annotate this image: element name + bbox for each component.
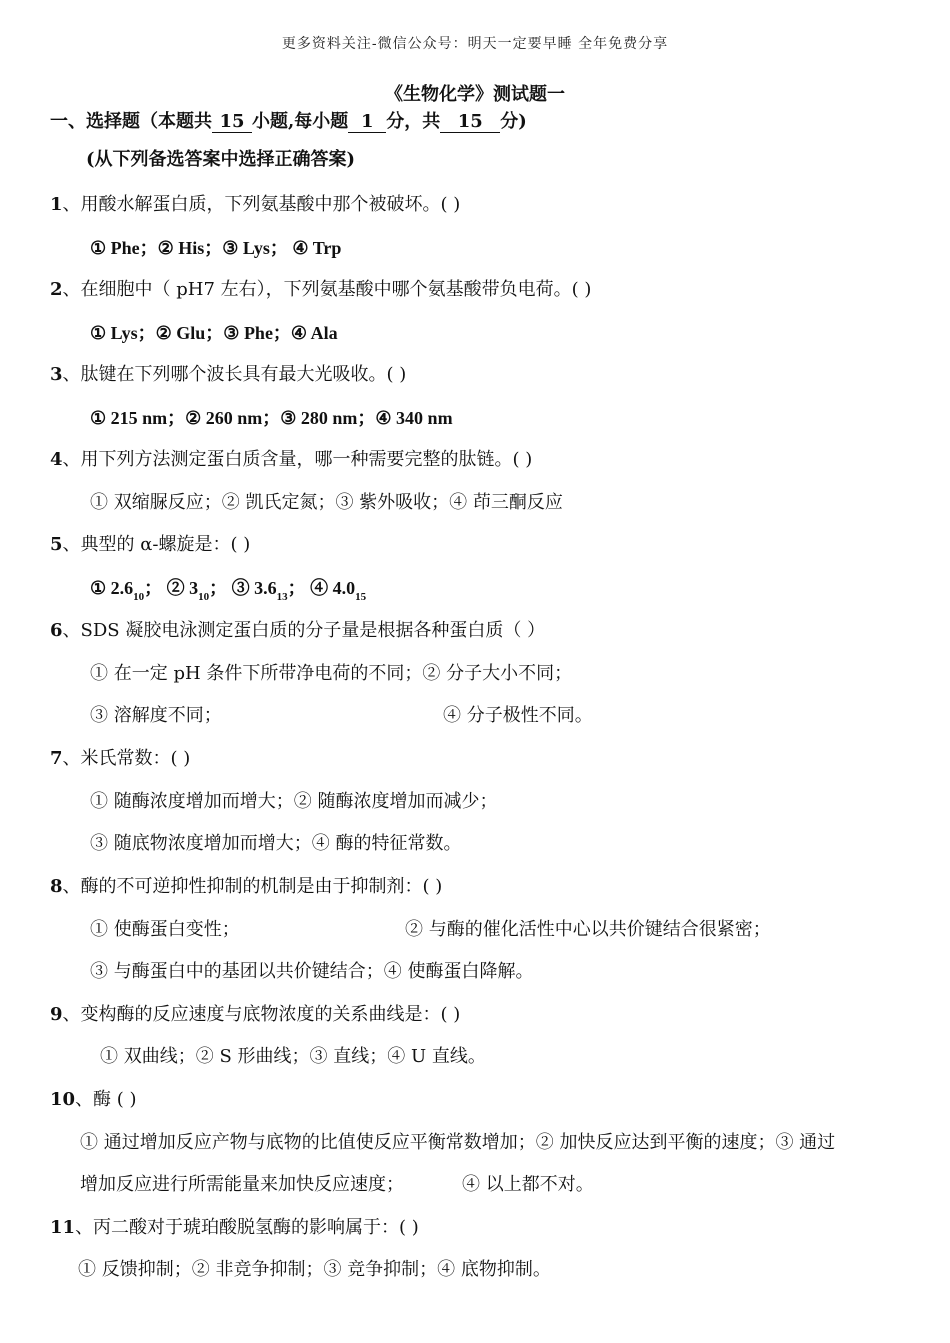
q7-options-line-1: ① 随酶浓度增加而增大；② 随酶浓度增加而减少； <box>90 791 498 812</box>
question-text: 、在细胞中（ pH7 左右），下列氨基酸中哪个氨基酸带负电荷。( ) <box>62 279 592 300</box>
question-text: 、酶的不可逆抑性抑制的机制是由于抑制剂：( ) <box>62 876 443 897</box>
question-count: 15 <box>212 112 252 133</box>
question-3 <box>50 363 406 387</box>
q4-options: ① 双缩脲反应；② 凯氏定氮；③ 紫外吸收；④ 茚三酮反应 <box>90 492 563 513</box>
section-prefix: 一、选择题（本题共 <box>50 111 212 132</box>
q5-options <box>90 576 366 609</box>
q6-option-4: ④ 分子极性不同。 <box>443 705 593 726</box>
q10-options-line-1: ① 通过增加反应产物与底物的比值使反应平衡常数增加；② 加快反应达到平衡的速度；③ 通过 <box>80 1132 836 1153</box>
question-number: 11 <box>50 1217 76 1238</box>
question-text: 、米氏常数：( ) <box>62 748 191 769</box>
question-number: 10 <box>50 1089 76 1110</box>
question-2 <box>50 278 591 302</box>
q6-options-line-1: ① 在一定 pH 条件下所带净电荷的不同；② 分子大小不同； <box>90 663 573 684</box>
question-text: 、SDS 凝胶电泳测定蛋白质的分子量是根据各种蛋白质（ ） <box>62 620 546 641</box>
header-note: 更多资料关注-微信公众号：明天一定要早睡 全年免费分享 <box>281 36 669 52</box>
question-number: 1 <box>50 194 63 215</box>
q8-options-line-2: ③ 与酶蛋白中的基团以共价键结合；④ 使酶蛋白降解。 <box>90 961 534 982</box>
question-text: 、酶 ( ) <box>75 1089 137 1110</box>
question-9 <box>50 1003 460 1027</box>
question-text: 、变构酶的反应速度与底物浓度的关系曲线是：( ) <box>62 1004 461 1025</box>
page-title: 《生物化学》测试题一 <box>385 84 565 105</box>
q1-options: ① Phe；② His；③ Lys； ④ Trp <box>90 238 342 258</box>
q5-option-3: ③ $3.6_{13}$； <box>231 578 306 603</box>
question-text: 、丙二酸对于琥珀酸脱氢酶的影响属于：( ) <box>75 1217 419 1238</box>
q11-options: ① 反馈抑制；② 非竞争抑制；③ 竞争抑制；④ 底物抑制。 <box>78 1259 551 1280</box>
question-5 <box>50 533 250 557</box>
question-text: 、用酸水解蛋白质，下列氨基酸中那个被破坏。( ) <box>62 194 461 215</box>
q3-options: ① 215 nm；② 260 nm；③ 280 nm；④ 340 nm <box>90 408 453 428</box>
q5-option-2: ② $3_{10}$； <box>166 578 228 603</box>
q5-option-4: ④ $4.0_{15}$ <box>310 578 367 603</box>
question-number: 4 <box>50 449 63 470</box>
q8-option-1: ① 使酶蛋白变性； <box>90 919 240 940</box>
q7-options-line-2: ③ 随底物浓度增加而增大；④ 酶的特征常数。 <box>90 833 462 854</box>
instruction: (从下列备选答案中选择正确答案) <box>86 149 356 170</box>
section-mid2: 分，共 <box>386 111 441 132</box>
points-each: 1 <box>348 112 386 133</box>
question-number: 9 <box>50 1004 63 1025</box>
question-4 <box>50 448 532 472</box>
q2-options: ① Lys；② Glu；③ Phe；④ Ala <box>90 323 338 343</box>
question-number: 8 <box>50 876 63 897</box>
q10-option-3-cont: 增加反应进行所需能量来加快反应速度； <box>80 1174 404 1195</box>
q8-option-2: ② 与酶的催化活性中心以共价键结合很紧密； <box>405 919 771 940</box>
question-11 <box>50 1216 419 1240</box>
question-7 <box>50 747 190 771</box>
section-suffix: 分) <box>500 111 527 132</box>
question-number: 6 <box>50 620 63 641</box>
q10-option-4: ④ 以上都不对。 <box>462 1174 594 1195</box>
q6-option-3: ③ 溶解度不同； <box>90 705 222 726</box>
q5-option-1: ① $2.6_{10}$； <box>90 578 163 603</box>
question-number: 7 <box>50 748 63 769</box>
section-mid1: 小题,每小题 <box>252 111 349 132</box>
q9-options: ① 双曲线；② S 形曲线；③ 直线；④ U 直线。 <box>100 1046 486 1067</box>
question-number: 5 <box>50 534 63 555</box>
total-points: 15 <box>440 112 500 133</box>
section-heading <box>50 110 527 134</box>
question-6 <box>50 619 545 643</box>
question-number: 2 <box>50 279 63 300</box>
question-1 <box>50 193 460 217</box>
question-number: 3 <box>50 364 63 385</box>
question-10 <box>50 1088 137 1112</box>
question-text: 、肽键在下列哪个波长具有最大光吸收。( ) <box>62 364 407 385</box>
question-8 <box>50 875 442 899</box>
question-text: 、用下列方法测定蛋白质含量，哪一种需要完整的肽链。( ) <box>62 449 533 470</box>
question-text: 、典型的 α-螺旋是：( ) <box>62 534 251 555</box>
